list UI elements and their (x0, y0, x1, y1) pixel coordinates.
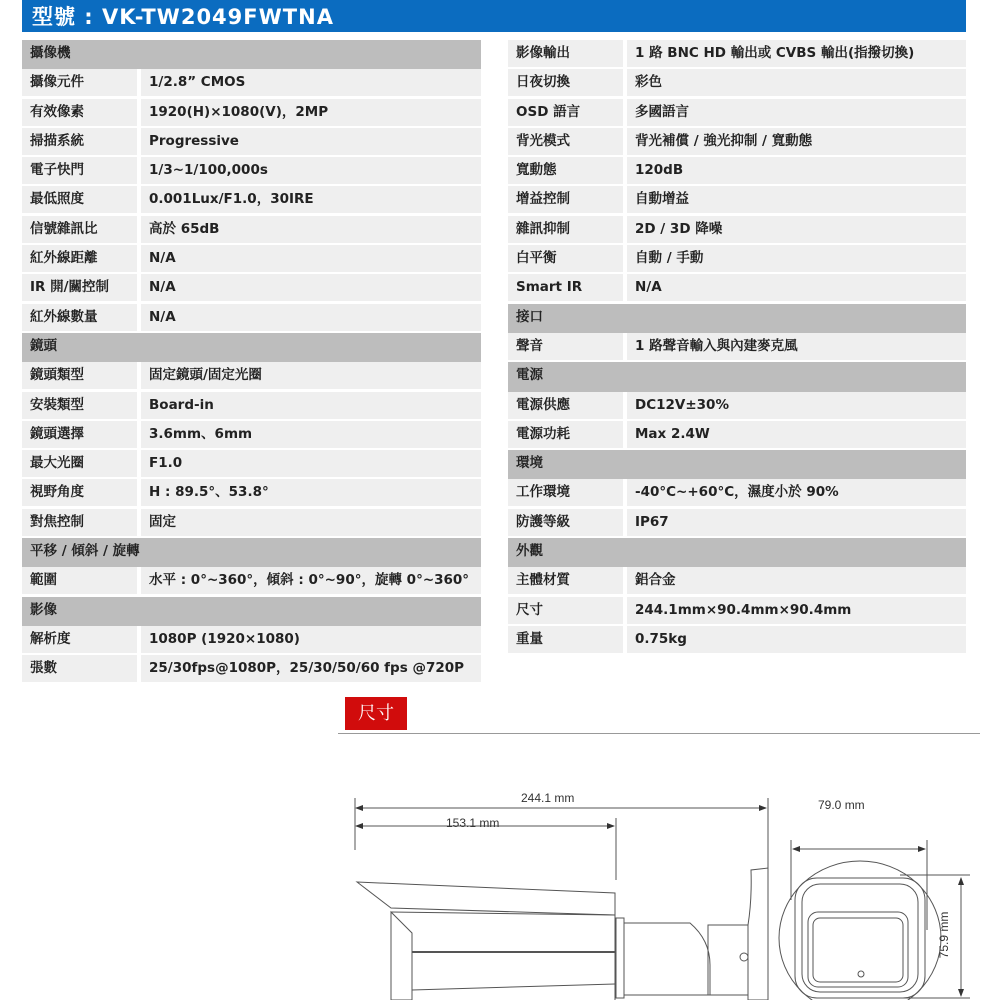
section-title: 電源 (516, 367, 543, 384)
spec-label: 攝像元件 (22, 69, 137, 96)
spec-label: IR 開/關控制 (22, 274, 137, 301)
spec-value: F1.0 (141, 450, 481, 477)
section-title: 攝像機 (30, 45, 71, 61)
spec-value: 多國語言 (627, 99, 966, 126)
spec-label: 有效像素 (22, 99, 137, 126)
spec-value: 120dB (627, 157, 966, 184)
spec-value: Progressive (141, 128, 481, 155)
spec-value: Board-in (141, 392, 481, 419)
spec-value: 1/3~1/100,000s (141, 157, 481, 184)
spec-label: 張數 (22, 655, 137, 682)
spec-value: IP67 (627, 509, 966, 536)
spec-label: 白平衡 (508, 245, 623, 272)
spec-value: 水平 : 0°~360°，傾斜 : 0°~90°，旋轉 0°~360° (141, 567, 481, 594)
total-length-label: 244.1 mm (521, 791, 575, 805)
spec-label: OSD 語言 (508, 99, 623, 126)
section-title: 影像 (30, 601, 57, 618)
spec-value: 固定 (141, 509, 481, 536)
spec-label: 解析度 (22, 626, 137, 653)
spec-label: 最大光圈 (22, 450, 137, 477)
spec-value: 背光補償 / 強光抑制 / 寬動態 (627, 128, 966, 155)
spec-value: 固定鏡頭/固定光圈 (141, 362, 481, 389)
spec-value: 244.1mm×90.4mm×90.4mm (627, 597, 966, 624)
spec-label: 紅外線距離 (22, 245, 137, 272)
height-label: 75.9 mm (937, 911, 951, 959)
spec-label: Smart IR (508, 274, 623, 301)
spec-value: 鋁合金 (627, 567, 966, 594)
spec-value: N/A (141, 274, 481, 301)
spec-value: 自動增益 (627, 186, 966, 213)
spec-label: 安裝類型 (22, 392, 137, 419)
spec-label: 增益控制 (508, 186, 623, 213)
model-title: 型號 : VK-TW2049FWTNA (22, 0, 966, 32)
section-title: 平移 / 傾斜 / 旋轉 (30, 543, 140, 560)
dimensions-tag: 尺寸 (345, 697, 407, 730)
body-length-label: 153.1 mm (446, 816, 500, 830)
camera-side-view (357, 868, 768, 1000)
spec-value: N/A (627, 274, 966, 301)
section-title: 外觀 (516, 543, 543, 560)
spec-value: 1/2.8” CMOS (141, 69, 481, 96)
spec-value: 彩色 (627, 69, 966, 96)
spec-label: 聲音 (508, 333, 623, 360)
spec-value: Max 2.4W (627, 421, 966, 448)
spec-value: 0.001Lux/F1.0，30IRE (141, 186, 481, 213)
spec-label: 主體材質 (508, 567, 623, 594)
spec-label: 對焦控制 (22, 509, 137, 536)
section-title: 鏡頭 (30, 337, 57, 354)
spec-value: DC12V±30% (627, 392, 966, 419)
spec-label: 電子快門 (22, 157, 137, 184)
spec-label: 背光模式 (508, 128, 623, 155)
spec-value: 25/30fps@1080P，25/30/50/60 fps @720P (141, 655, 481, 682)
spec-label: 掃描系統 (22, 128, 137, 155)
spec-value: 高於 65dB (141, 216, 481, 243)
spec-label: 尺寸 (508, 597, 623, 624)
spec-label: 電源供應 (508, 392, 623, 419)
spec-label: 鏡頭選擇 (22, 421, 137, 448)
spec-label: 雜訊抑制 (508, 216, 623, 243)
width-label: 79.0 mm (818, 798, 865, 812)
spec-value: 1 路 BNC HD 輸出或 CVBS 輸出(指撥切換) (627, 40, 966, 67)
camera-front-view (779, 861, 941, 1000)
spec-label: 視野角度 (22, 479, 137, 506)
spec-value: 3.6mm、6mm (141, 421, 481, 448)
spec-label: 範圍 (22, 567, 137, 594)
spec-value: 1 路聲音輸入與內建麥克風 (627, 333, 966, 360)
spec-label: 影像輸出 (508, 40, 623, 67)
section-title: 環境 (516, 455, 543, 472)
spec-label: 日夜切換 (508, 69, 623, 96)
spec-label: 工作環境 (508, 479, 623, 506)
spec-value: 1080P (1920×1080) (141, 626, 481, 653)
spec-value: 1920(H)×1080(V)，2MP (141, 99, 481, 126)
spec-value: N/A (141, 245, 481, 272)
spec-label: 紅外線數量 (22, 304, 137, 331)
spec-label: 電源功耗 (508, 421, 623, 448)
spec-label: 寬動態 (508, 157, 623, 184)
spec-value: N/A (141, 304, 481, 331)
spec-label: 重量 (508, 626, 623, 653)
spec-value: H : 89.5°、53.8° (141, 479, 481, 506)
section-title: 接口 (516, 308, 543, 325)
spec-label: 鏡頭類型 (22, 362, 137, 389)
spec-label: 防護等級 (508, 509, 623, 536)
spec-value: 0.75kg (627, 626, 966, 653)
spec-value: 自動 / 手動 (627, 245, 966, 272)
spec-value: 2D / 3D 降噪 (627, 216, 966, 243)
spec-label: 最低照度 (22, 186, 137, 213)
spec-label: 信號雜訊比 (22, 216, 137, 243)
spec-value: -40°C~+60°C，濕度小於 90% (627, 479, 966, 506)
